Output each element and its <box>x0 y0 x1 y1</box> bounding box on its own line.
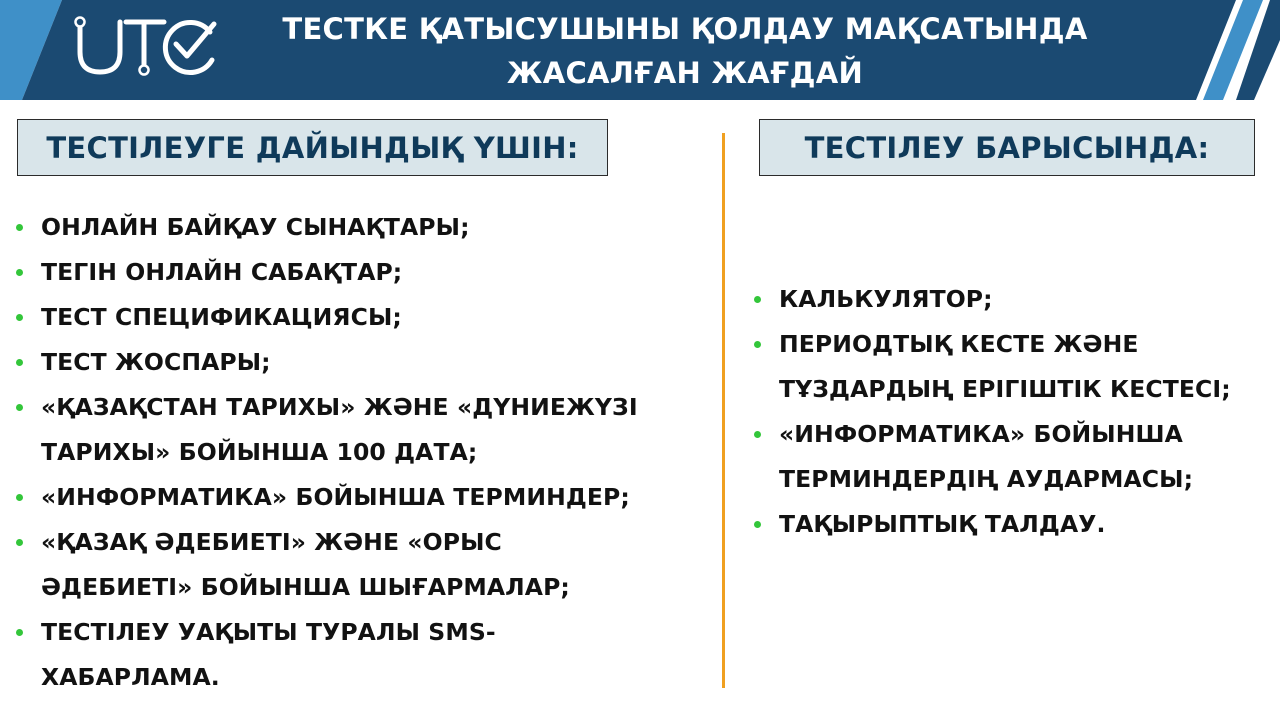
list-item <box>752 502 1272 547</box>
list-item-text: ТҰЗДАРДЫҢ ЕРІГІШТІК КЕСТЕСІ; <box>779 375 1231 403</box>
header-banner <box>0 0 1280 100</box>
list-item-text: ТЕГІН ОНЛАЙН САБАҚТАР; <box>41 258 403 286</box>
list-item-text: ТАҚЫРЫПТЫҚ ТАЛДАУ. <box>779 510 1106 538</box>
list-item <box>14 340 714 385</box>
list-item-text: «ҚАЗАҚСТАН ТАРИХЫ» ЖӘНЕ «ДҮНИЕЖҮЗІ <box>41 393 638 421</box>
banner-title-line-1: ТЕСТКЕ ҚАТЫСУШЫНЫ ҚОЛДАУ МАҚСАТЫНДА <box>282 12 1088 46</box>
list-item <box>14 475 714 520</box>
left-bullet-list <box>14 205 714 700</box>
list-item-text: ТЕСТ ЖОСПАРЫ; <box>41 348 271 376</box>
list-item <box>14 205 714 250</box>
list-item <box>14 520 714 610</box>
green-dot-icon <box>754 431 761 438</box>
list-item-text: ТЕСТІЛЕУ УАҚЫТЫ ТУРАЛЫ SMS- <box>41 618 496 646</box>
banner-title <box>240 8 1130 94</box>
green-dot-icon <box>16 539 23 546</box>
list-item-text: ХАБАРЛАМА. <box>41 663 220 691</box>
list-item-text: КАЛЬКУЛЯТОР; <box>779 285 993 313</box>
list-item-text: ТАРИХЫ» БОЙЫНША 100 ДАТА; <box>41 438 478 466</box>
list-item-text: ТЕСТ СПЕЦИФИКАЦИЯСЫ; <box>41 303 402 331</box>
list-item-text: ӘДЕБИЕТІ» БОЙЫНША ШЫҒАРМАЛАР; <box>41 573 570 601</box>
list-item-text: ПЕРИОДТЫҚ КЕСТЕ ЖӘНЕ <box>779 330 1139 358</box>
list-item-text: ТЕРМИНДЕРДІҢ АУДАРМАСЫ; <box>779 465 1194 493</box>
green-dot-icon <box>16 404 23 411</box>
green-dot-icon <box>754 521 761 528</box>
list-item-text: «ИНФОРМАТИКА» БОЙЫНША <box>779 420 1183 448</box>
green-dot-icon <box>16 269 23 276</box>
green-dot-icon <box>16 359 23 366</box>
banner-title-line-2: ЖАСАЛҒАН ЖАҒДАЙ <box>506 56 864 90</box>
utc-logo <box>72 14 222 80</box>
list-item <box>14 385 714 475</box>
list-item-text: «ИНФОРМАТИКА» БОЙЫНША ТЕРМИНДЕР; <box>41 483 630 511</box>
list-item <box>14 610 714 700</box>
list-item <box>14 295 714 340</box>
green-dot-icon <box>754 296 761 303</box>
list-item-text: ОНЛАЙН БАЙҚАУ СЫНАҚТАРЫ; <box>41 213 470 241</box>
right-column-heading: ТЕСТІЛЕУ БАРЫСЫНДА: <box>759 119 1255 176</box>
green-dot-icon <box>16 224 23 231</box>
column-divider <box>722 133 725 688</box>
list-item-text: «ҚАЗАҚ ӘДЕБИЕТІ» ЖӘНЕ «ОРЫС <box>41 528 502 556</box>
left-column-heading: ТЕСТІЛЕУГЕ ДАЙЫНДЫҚ ҮШІН: <box>17 119 608 176</box>
green-dot-icon <box>16 494 23 501</box>
list-item <box>14 250 714 295</box>
list-item <box>752 277 1272 322</box>
green-dot-icon <box>754 341 761 348</box>
right-bullet-list <box>752 277 1272 547</box>
green-dot-icon <box>16 629 23 636</box>
list-item <box>752 412 1272 502</box>
green-dot-icon <box>16 314 23 321</box>
list-item <box>752 322 1272 412</box>
